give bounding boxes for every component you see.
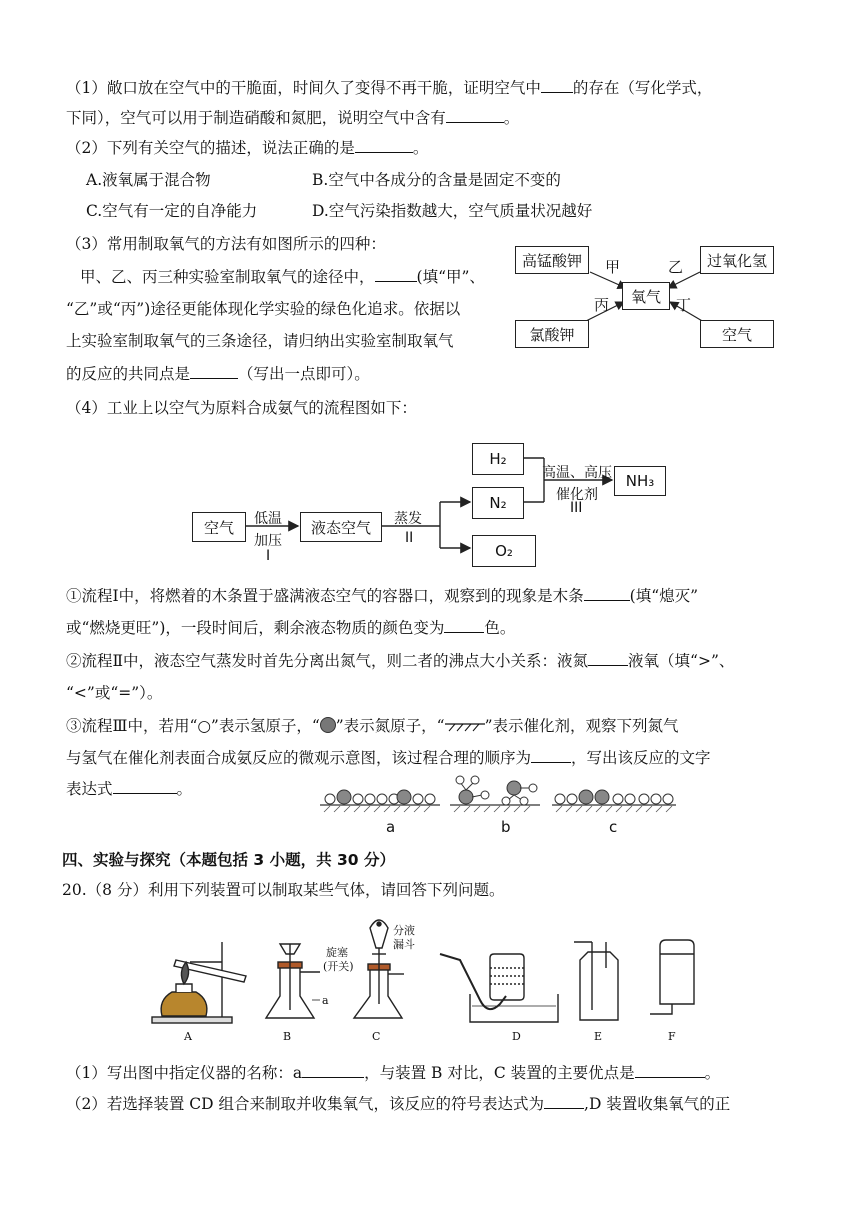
h2o2-box: 过氧化氢 [700, 246, 774, 274]
step3-number: III [570, 500, 583, 516]
q2-option-c: C.空气有一定的自净能力 [86, 202, 258, 220]
step2-top-label: 蒸发 [394, 511, 422, 527]
micro-label-a: a [386, 818, 396, 836]
answer-blank[interactable] [544, 1094, 584, 1109]
q20-sub1: （1）写出图中指定仪器的名称：a ，与装置 B 对比，C 装置的主要优点是 。 [66, 1064, 721, 1082]
step2-number: II [405, 530, 414, 546]
q4-p3-line3: 表达式 。 [66, 780, 193, 798]
q1-line1: （1）敞口放在空气中的干脆面，时间久了变得不再干脆，证明空气中 的存在（写化学式， [66, 79, 713, 97]
path-bing-label: 丙 [594, 296, 610, 314]
q3-line1: （3）常用制取氧气的方法有如图所示的四种： [66, 235, 386, 253]
flow-air-box: 空气 [192, 512, 246, 542]
step3-mid-label: 催化剂 [556, 487, 598, 503]
apparatus-label-F: F [668, 1030, 676, 1043]
flow-liquid-air-box: 液态空气 [300, 512, 382, 542]
valve-label-2: (开关) [323, 960, 354, 973]
step1-number: I [266, 548, 271, 564]
apparatus-label-C: C [372, 1030, 381, 1043]
section4-heading: 四、实验与探究（本题包括 3 小题，共 30 分） [62, 851, 395, 869]
apparatus-label-D: D [512, 1030, 521, 1043]
air-box: 空气 [700, 320, 774, 348]
step3-top-label: 高温、高压 [542, 465, 612, 481]
q4-p3-line2: 与氢气在催化剂表面合成氨反应的微观示意图，该过程合理的顺序为 ，写出该反应的文字 [66, 749, 711, 767]
step1-bottom-label: 加压 [254, 533, 282, 549]
apparatus-label-E: E [594, 1030, 603, 1043]
apparatus-label-a: a [322, 994, 329, 1007]
funnel-label-1: 分液 [393, 924, 415, 937]
q2-option-b: B.空气中各成分的含量是固定不变的 [312, 171, 561, 189]
flow-h2-box: H₂ [472, 443, 524, 475]
q2-stem: （2）下列有关空气的描述，说法正确的是 。 [66, 139, 429, 157]
step1-top-label: 低温 [254, 511, 282, 527]
q4-p1-line2: 或“燃烧更旺”)，一段时间后，剩余液态物质的颜色变为 色。 [66, 619, 516, 637]
answer-blank[interactable] [302, 1063, 364, 1078]
apparatus-label-A: A [184, 1030, 192, 1043]
q3-line3: “乙”或“丙”)途径更能体现化学实验的绿色化追求。依据以 [66, 300, 461, 318]
micro-label-c: c [609, 818, 618, 836]
q4-p1-line1: ①流程Ⅰ中，将燃着的木条置于盛满液态空气的容器口，观察到的现象是木条 (填“熄灭” [66, 587, 699, 605]
q4-p2-line2: “<”或“=”）。 [66, 684, 163, 702]
path-yi-label: 乙 [668, 258, 684, 276]
q2-option-d: D.空气污染指数越大，空气质量状况越好 [312, 202, 593, 220]
q4-p2-line1: ②流程Ⅱ中，液态空气蒸发时首先分离出氮气，则二者的沸点大小关系：液氮 液氧（填“>”、 [66, 652, 735, 670]
path-jia-label: 甲 [605, 258, 621, 276]
apparatus-label-B: B [283, 1030, 292, 1043]
q3-line5: 的反应的共同点是 （写出一点即可）。 [66, 365, 370, 383]
valve-label-1: 旋塞 [326, 946, 348, 959]
path-ding-label: 丁 [676, 296, 692, 314]
answer-blank[interactable] [635, 1063, 705, 1078]
kmno4-box: 高锰酸钾 [515, 246, 589, 274]
q20-stem: 20.（8 分）利用下列装置可以制取某些气体，请回答下列问题。 [62, 881, 505, 899]
q3-line4: 上实验室制取氧气的三条途径，请归纳出实验室制取氧气 [66, 332, 454, 350]
q20-sub2: （2）若选择装置 CD 组合来制取并收集氧气，该反应的符号表达式为 ,D 装置收集氧气的正 [66, 1095, 731, 1113]
funnel-label-2: 漏斗 [393, 938, 415, 951]
q2-option-a: A.液氧属于混合物 [86, 171, 211, 189]
flow-n2-box: N₂ [472, 487, 524, 519]
q1-line2: 下同），空气可以用于制造硝酸和氮肥，说明空气中含有 。 [66, 109, 520, 127]
q4-line1: （4）工业上以空气为原料合成氨气的流程图如下： [66, 399, 417, 417]
flow-nh3-box: NH₃ [614, 466, 666, 496]
kclo3-box: 氯酸钾 [515, 320, 589, 348]
flow-o2-box: O₂ [472, 535, 536, 567]
micro-label-b: b [501, 818, 511, 836]
q4-p3-line1: ③流程Ⅲ中，若用“○”表示氢原子，“ ”表示氮原子，“ ”表示催化剂，观察下列氮气 [66, 717, 679, 735]
oxygen-box: 氧气 [622, 282, 670, 310]
q3-line2: 甲、乙、丙三种实验室制取氧气的途径中， (填“甲”、 [80, 268, 485, 286]
